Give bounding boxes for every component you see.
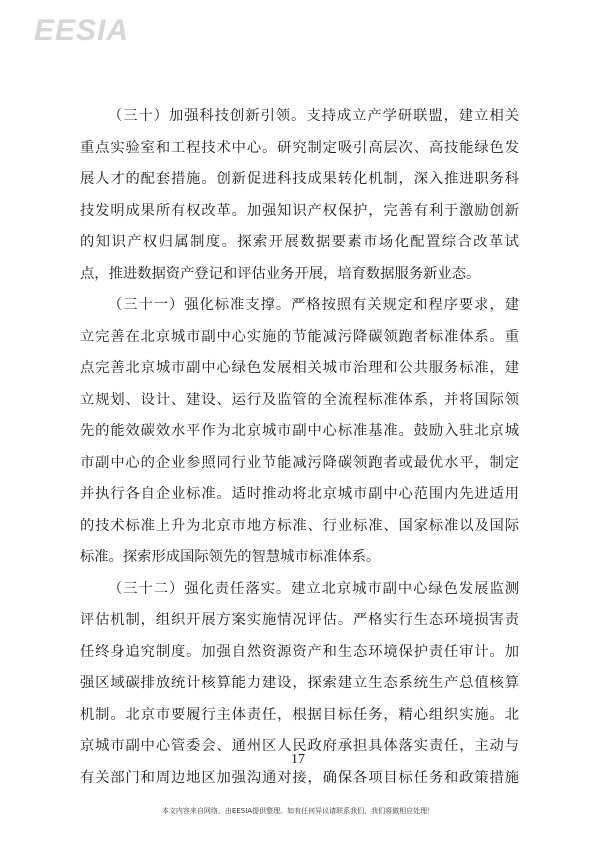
text-line: （三十二）强化责任落实。建立北京城市副中心绿色发展监测 xyxy=(108,580,519,597)
text-line: 评估机制，组织开展方案实施情况评估。严格实行生态环境损害责 xyxy=(80,612,519,628)
text-line: （三十一）强化标准支撑。严格按照有关规定和程序要求，建 xyxy=(108,297,519,313)
text-line: 点，推进数据资产登记和评估业务开展，培育数据服务新业态。 xyxy=(80,265,481,282)
paragraph-31 xyxy=(80,290,519,574)
text-line: 立完善在北京城市副中心实施的节能减污降碳领跑者标准体系。重 xyxy=(80,328,519,345)
text-line: 标准。探索形成国际领先的智慧城市标准体系。 xyxy=(80,549,381,565)
text-line: 有关部门和周边地区加强沟通对接，确保各项目标任务和政策措施 xyxy=(80,769,519,786)
text-line: 的技术标准上升为北京市地方标准、行业标准、国家标准以及国际 xyxy=(80,517,519,534)
paragraph-30 xyxy=(80,101,519,290)
text-line: 的知识产权归属制度。探索开展数据要素市场化配置综合改革试 xyxy=(80,234,519,250)
text-line: 并执行各自企业标准。适时推动将北京城市副中心范围内先进适用 xyxy=(80,486,519,502)
text-line: 机制。北京市要履行主体责任，根据目标任务，精心组织实施。北 xyxy=(80,706,519,723)
text-line: 重点实验室和工程技术中心。研究制定吸引高层次、高技能绿色发 xyxy=(80,139,519,156)
text-line: 先的能效碳效水平作为北京城市副中心标准基准。鼓励入驻北京城 xyxy=(80,423,519,439)
page-number: 17 xyxy=(291,752,305,767)
text-line: 京城市副中心管委会、通州区人民政府承担具体落实责任，主动与 xyxy=(80,738,519,754)
text-line: 立规划、设计、建设、运行及监管的全流程标准体系，并将国际领 xyxy=(80,391,519,408)
eesia-logo: EESIA xyxy=(34,14,130,47)
text-line: 展人才的配套措施。创新促进科技成果转化机制，深入推进职务科 xyxy=(80,171,519,187)
text-line: 任终身追究制度。加强自然资源资产和生态环境保护责任审计。加 xyxy=(80,643,519,660)
text-line: 点完善北京城市副中心绿色发展相关城市治理和公共服务标准，建 xyxy=(80,360,519,376)
text-line: 市副中心的企业参照同行业节能减污降碳领跑者或最优水平，制定 xyxy=(80,454,519,471)
document-body xyxy=(80,101,519,794)
text-line: 强区域碳排放统计核算能力建设，探索建立生态系统生产总值核算 xyxy=(80,675,519,691)
text-line: 技发明成果所有权改革。加强知识产权保护，完善有利于激励创新 xyxy=(80,202,519,219)
footer-disclaimer: 本文内容来自网络，由EESIA提供整理。如有任何异议请联系我们，我们将做相应处理！ xyxy=(161,807,435,815)
text-line: （三十）加强科技创新引领。支持成立产学研联盟，建立相关 xyxy=(108,108,519,124)
